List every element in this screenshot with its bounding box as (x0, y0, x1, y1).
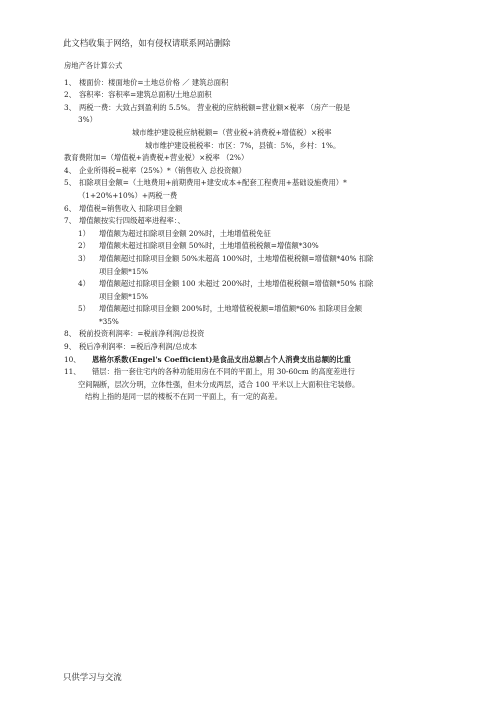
item-number: 2、 (64, 90, 76, 100)
item-number: 3、 (64, 102, 76, 112)
subitem-3-cont: 项目金额*15% (99, 266, 149, 276)
sub-text: 增值额超过扣除项目金额 200%时，土地增值税税额=增值额*60% 扣除项目金额 (99, 304, 363, 314)
item-text: 增值额按实行四级超率进程率：、 (79, 216, 185, 226)
definition-11-cont2: 结构上指的是同一层的楼板不在同一平面上，有一定的高差。 (85, 392, 283, 402)
definition-11-cont: 空间隔断，层次分明，立体性强，但未分成两层，适合 100 平米以上大面积住宅装修。 (78, 379, 360, 389)
sub-number: 4） (78, 279, 90, 289)
sub-number: 1） (78, 228, 90, 238)
item-text: 扣除项目金额=（土地费用+前期费用+建安成本+配套工程费用+基础设施费用）* (79, 178, 347, 188)
sub-text: 增值额为超过扣除项目金额 20%时，土地增值税免征 (99, 228, 271, 238)
formula-7 (64, 215, 444, 228)
sub-number: 3） (78, 253, 90, 263)
formula-4 (64, 165, 444, 178)
item-text: 税后净利润率：=税后净利润/总成本 (79, 342, 198, 352)
item-number: 11、 (64, 367, 81, 377)
item-text: 容积率：容积率=建筑总面积/土地总面积 (79, 90, 212, 100)
item-number: 4、 (64, 165, 76, 175)
formula-edu-fee: 教育费附加=（增值税+消费税+营业税）×税率 （2%） (64, 153, 249, 163)
subitem-4-cont: 项目金额*15% (99, 291, 149, 301)
formula-3 (64, 102, 444, 115)
sub-text: 增值额未超过扣除项目金额 50%时，土地增值税税额=增值额*30% (99, 241, 319, 251)
page-header: 此文档收集于网络，如有侵权请联系网站删除 (63, 38, 231, 48)
page-footer: 只供学习与交流 (63, 672, 122, 682)
item-text: 错层：指一套住宅内的各种功能用房在不同的平面上，用 30-60cm 的高度差进行 (92, 367, 355, 377)
definition-11 (64, 366, 444, 379)
item-number: 1、 (64, 77, 76, 87)
formula-3-city-rate: 城市维护建设税税率：市区：7%，县镇：5%，乡村：1%。 (145, 140, 341, 150)
subitem-2 (64, 240, 444, 253)
item-number: 9、 (64, 342, 76, 352)
formula-8 (64, 328, 444, 341)
item-number: 10、 (64, 354, 81, 364)
item-number: 6、 (64, 203, 76, 213)
item-text: 恩格尔系数(Engel's Coefficient)是食品支出总额占个人消费支出总额的比重 (92, 354, 351, 364)
formula-2 (64, 89, 444, 102)
formula-5 (64, 177, 444, 190)
sub-text: 增值额超过扣除项目金额 100 未超过 200%时，土地增值税税额=增值额*50% 扣除 (99, 279, 374, 289)
formula-6 (64, 203, 444, 216)
subitem-3 (64, 253, 444, 266)
formula-3-city-tax: 城市维护建设税应纳税额=（营业税+消费税+增值税）×税率 (132, 127, 332, 137)
sub-number: 2） (78, 241, 90, 251)
formula-3-cont: 3%） (78, 115, 97, 125)
subitem-4 (64, 278, 444, 291)
item-number: 5、 (64, 178, 76, 188)
item-text: 两税一费：大致占到盈利的 5.5%。 营业税的应纳税额=营业额×税率 （房产一般是 (79, 102, 351, 112)
document-body (64, 60, 444, 404)
item-text: 企业所得税=税率（25%）*（销售收入 总投资额） (79, 165, 246, 175)
item-text: 楼面价：楼面地价=土地总价格 ／ 建筑总面积 (79, 77, 229, 87)
subitem-1 (64, 228, 444, 241)
formula-5-cont: （1+20%+10%）+两税一费 (78, 190, 178, 200)
item-number: 8、 (64, 329, 76, 339)
document-title: 房地产各计算公式 (64, 61, 123, 70)
formula-9 (64, 341, 444, 354)
item-number: 7、 (64, 216, 76, 226)
subitem-5 (64, 303, 444, 316)
item-text: 增值税=销售收入 扣除项目金额 (79, 203, 183, 213)
subitem-5-cont: *35% (99, 316, 119, 326)
item-text: 税前投资利润率：=税前净利润/总投资 (79, 329, 205, 339)
formula-10 (64, 354, 444, 367)
formula-1 (64, 77, 444, 90)
sub-text: 增值额超过扣除项目金额 50%未超高 100%时，土地增值税税额=增值额*40% 扣除 (99, 253, 374, 263)
sub-number: 5） (78, 304, 90, 314)
